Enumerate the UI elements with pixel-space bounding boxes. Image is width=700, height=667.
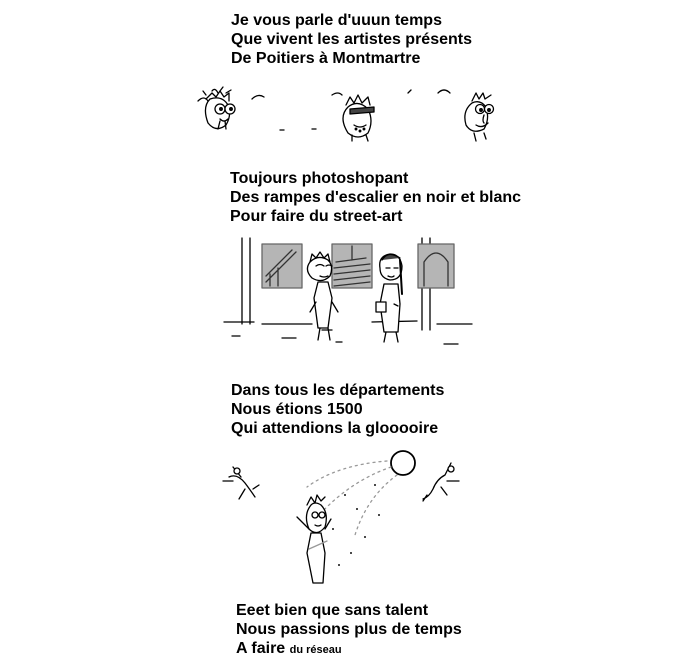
verse-4-small-text: du réseau bbox=[289, 644, 342, 656]
verse-3-line-1: Dans tous les départements bbox=[231, 382, 445, 399]
verse-4-last-line: A faire bbox=[236, 640, 286, 657]
wave-mark-2 bbox=[332, 90, 411, 95]
verse-4-line-3 bbox=[236, 639, 462, 660]
head-middle-illustration bbox=[343, 95, 374, 141]
panel-glory bbox=[215, 445, 475, 595]
gallery-pillar-left bbox=[242, 238, 250, 324]
verse-4-line-1: Eeet bien que sans talent bbox=[236, 602, 429, 619]
photo-arch bbox=[418, 244, 454, 288]
verse-1-line-1: Je vous parle d'uuun temps bbox=[231, 12, 442, 29]
verse-2-line-2: Des rampes d'escalier en noir et blanc bbox=[230, 189, 522, 206]
panel-gallery bbox=[222, 232, 472, 352]
verse-2-line-1: Toujours photoshopant bbox=[230, 170, 409, 187]
panel-heads bbox=[190, 85, 510, 145]
bird-left-illustration bbox=[223, 467, 259, 499]
photo-stairs bbox=[332, 244, 372, 288]
wave-mark bbox=[252, 95, 264, 99]
head-left-illustration bbox=[198, 87, 235, 129]
gallery-floor bbox=[224, 321, 472, 344]
verse-1 bbox=[231, 11, 472, 68]
verse-1-line-3: De Poitiers à Montmartre bbox=[231, 50, 421, 67]
photo-stair-railing bbox=[262, 244, 302, 288]
verse-1-line-2: Que vivent les artistes présents bbox=[231, 31, 472, 48]
verse-3 bbox=[231, 381, 444, 438]
verse-4-line-2: Nous passions plus de temps bbox=[236, 621, 462, 638]
verse-3-line-3: Qui attendions la glooooire bbox=[231, 420, 439, 437]
light-sparkles bbox=[322, 484, 380, 566]
verse-4 bbox=[236, 601, 462, 660]
bird-right-illustration bbox=[423, 463, 459, 501]
visitor-right-illustration bbox=[376, 254, 402, 342]
verse-2 bbox=[230, 169, 521, 226]
verse-3-line-2: Nous étions 1500 bbox=[231, 401, 363, 418]
verse-2-line-3: Pour faire du street-art bbox=[230, 208, 403, 225]
head-right-illustration bbox=[438, 90, 494, 141]
